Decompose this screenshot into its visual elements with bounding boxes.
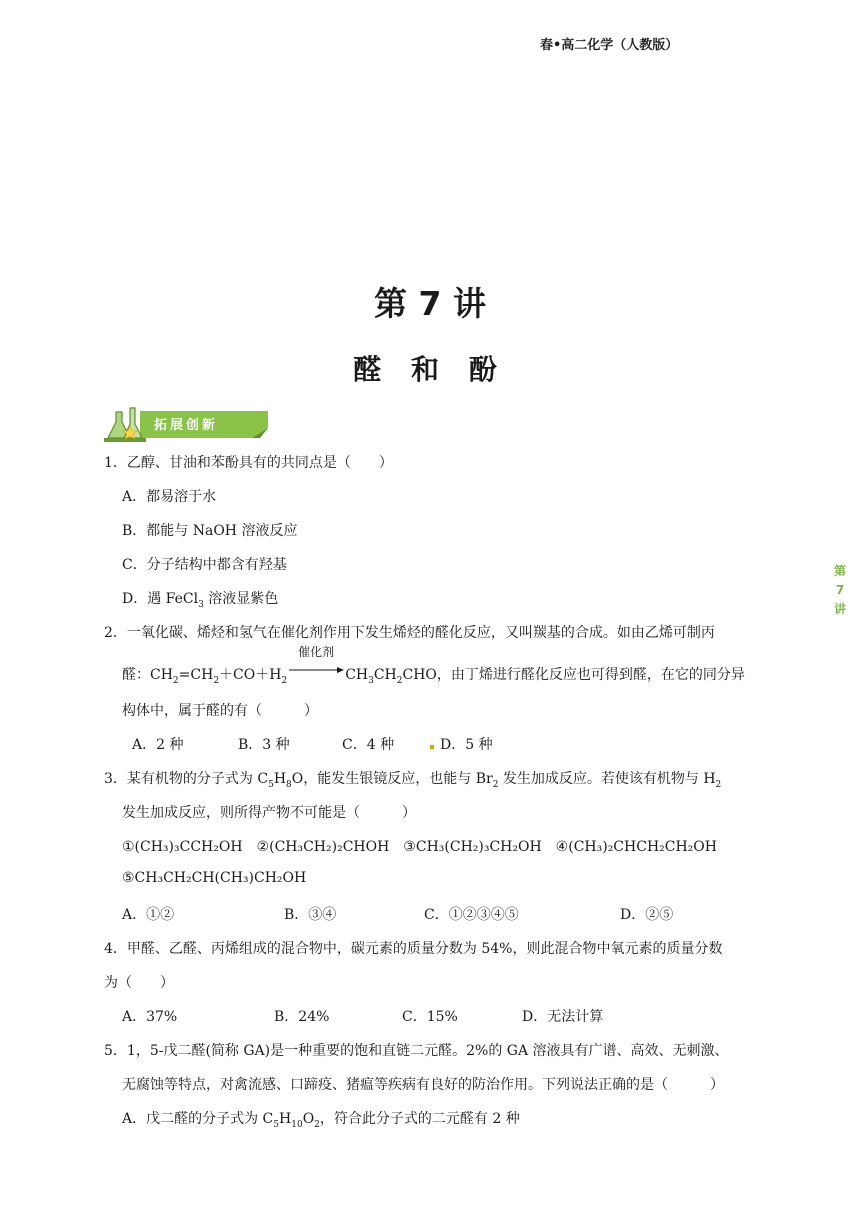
- side-tab: [826, 562, 854, 619]
- q3-option-b: B．③④: [284, 907, 337, 923]
- side-tab-char: 7: [835, 583, 845, 597]
- q1-option-d: D．遇 FeCl$_3$ 溶液显紫色: [122, 591, 279, 610]
- q1-option-a: A．都易溶于水: [122, 489, 217, 505]
- mark-dot: [430, 745, 434, 749]
- q3-formula-list1: ①(CH₃)₃CCH₂OH ②(CH₃CH₂)₂CHOH ③CH₃(CH₂)₃CH₂OH ④(CH₃)₂CHCH₂CH₂OH: [122, 839, 717, 855]
- q3-options: [122, 904, 673, 924]
- lecture-title: 第 7 讲: [374, 284, 486, 323]
- q3-option-c: C．①②③④⑤: [424, 907, 519, 923]
- q3-stem-line2: 发生加成反应，则所得产物不可能是（ ）: [122, 805, 416, 821]
- q3-option-d: D．②⑤: [620, 907, 674, 923]
- q5-stem-line1: 5．1，5-戊二醛(简称 GA)是一种重要的饱和直链二元醛。2%的 GA 溶液具有广谱、高效、无刺激、: [104, 1043, 729, 1059]
- topic-title: 醛 和 酚: [353, 353, 507, 386]
- side-tab-char: 第: [833, 564, 846, 578]
- side-tab-char: 讲: [833, 602, 846, 616]
- flask-icon: [104, 408, 146, 442]
- q4-option-a: A．37%: [122, 1009, 178, 1025]
- q3-formula-list2: ⑤CH₃CH₂CH(CH₃)CH₂OH: [122, 870, 307, 886]
- q4-stem-line1: 4．甲醛、乙醛、丙烯组成的混合物中，碳元素的质量分数为 54%，则此混合物中氧元素的质量分数: [104, 941, 723, 957]
- q4-stem-line2: 为（ ）: [104, 975, 174, 991]
- q4-option-b: B．24%: [274, 1009, 330, 1025]
- q2-equation: 醛：$CH_2=CH_2+CO+H_2$ 催化剂 $CH_3CH_2CHO$，由丁烯进行醛化反应也可得到醛，在它的同分异: [122, 645, 745, 686]
- catalyst-arrow: [287, 645, 345, 679]
- q2-option-d: D．5 种: [440, 737, 493, 753]
- q2-stem-line3: 构体中，属于醛的有（ ）: [122, 703, 318, 719]
- q3-option-a: A．①②: [122, 907, 175, 923]
- q2-option-c: C．4 种: [342, 737, 395, 753]
- q2-option-b: B．3 种: [238, 737, 290, 753]
- q2-options: [132, 734, 493, 754]
- q2-option-a: A．2 种: [132, 737, 184, 753]
- q3-stem-line1: 3．某有机物的分子式为 $C_5H_8O$，能发生银镜反应，也能与 $Br_2$ 发生加成反应。若使该有机物与 $H_2$: [104, 771, 722, 790]
- q4-option-d: D．无法计算: [522, 1009, 604, 1025]
- q4-option-c: C．15%: [402, 1009, 458, 1025]
- q2-stem-line1: 2．一氧化碳、烯烃和氢气在催化剂作用下发生烯烃的醛化反应，又叫羰基的合成。如由乙烯可制丙: [104, 625, 715, 641]
- catalyst-label: 催化剂: [298, 645, 335, 659]
- q1-option-b: B．都能与 NaOH 溶液反应: [122, 523, 298, 539]
- q1-option-c: C．分子结构中都含有羟基: [122, 557, 287, 573]
- page-header: 春•高二化学（人教版）: [540, 38, 679, 53]
- q4-options: [122, 1006, 603, 1026]
- banner-label: 拓展创新: [154, 418, 219, 433]
- q5-option-a: A．戊二醛的分子式为 $C_5H_{10}O_2$，符合此分子式的二元醛有 2 种: [122, 1111, 520, 1130]
- q5-stem-line2: 无腐蚀等特点，对禽流感、口蹄疫、猪瘟等疾病有良好的防治作用。下列说法正确的是（ ）: [122, 1077, 724, 1093]
- q1-stem: 1．乙醇、甘油和苯酚具有的共同点是（ ）: [104, 455, 393, 471]
